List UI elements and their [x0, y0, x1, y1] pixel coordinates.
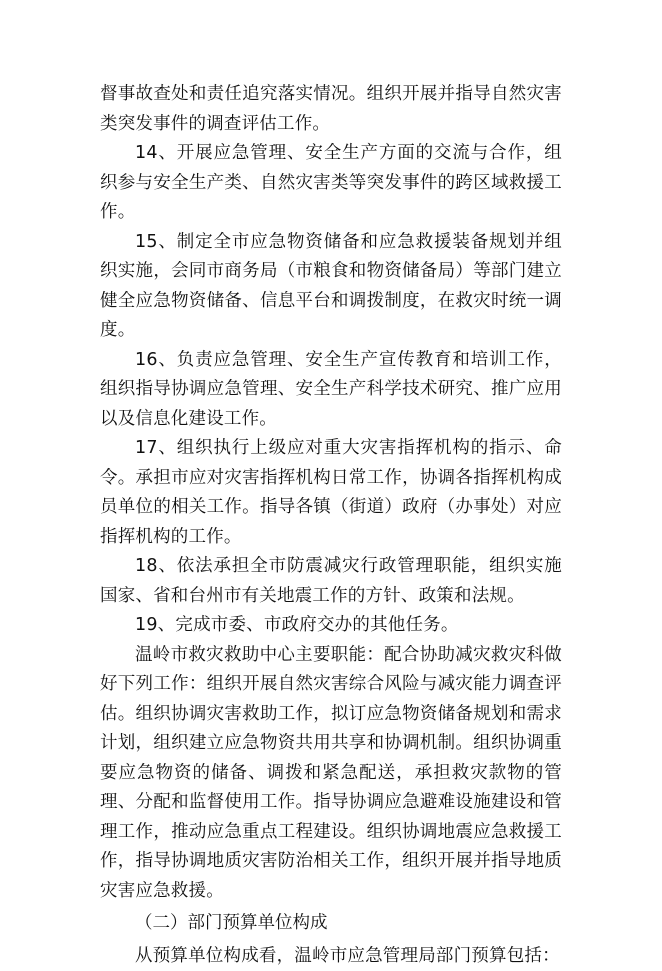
paragraph-budget-composition: 从预算单位构成看，温岭市应急管理局部门预算包括：	[100, 942, 562, 971]
section-heading: （二）部门预算单位构成	[100, 906, 562, 942]
paragraph-item-16: 16、负责应急管理、安全生产宣传教育和培训工作，组织指导协调应急管理、安全生产科学技术研究、推广应用以及信息化建设工作。	[100, 346, 562, 435]
paragraph-continuation: 督事故查处和责任追究落实情况。组织开展并指导自然灾害类突发事件的调查评估工作。	[100, 80, 562, 139]
paragraph-item-15: 15、制定全市应急物资储备和应急救援装备规划并组织实施，会同市商务局（市粮食和物资储备局）等部门建立健全应急物资储备、信息平台和调拨制度，在救灾时统一调度。	[100, 228, 562, 346]
paragraph-item-19: 19、完成市委、市政府交办的其他任务。	[100, 611, 562, 641]
document-body	[100, 80, 562, 971]
paragraph-item-18: 18、依法承担全市防震减灾行政管理职能，组织实施国家、省和台州市有关地震工作的方针、政策和法规。	[100, 552, 562, 611]
paragraph-item-17: 17、组织执行上级应对重大灾害指挥机构的指示、命令。承担市应对灾害指挥机构日常工作，协调各指挥机构成员单位的相关工作。指导各镇（街道）政府（办事处）对应指挥机构的工作。	[100, 434, 562, 552]
paragraph-relief-center-duties: 温岭市救灾救助中心主要职能：配合协助减灾救灾科做好下列工作：组织开展自然灾害综合风险与减灾能力调查评估。组织协调灾害救助工作，拟订应急物资储备规划和需求计划，组织建立应急物资共用共享和协调机制。组织协调重要应急物资的储备、调拨和紧急配送，承担救灾款物的管理、分配和监督使用工作。指导协调应急避难设施建设和管理工作，推动应急重点工程建设。组织协调地震应急救援工作，指导协调地质灾害防治相关工作，组织开展并指导地质灾害应急救援。	[100, 641, 562, 907]
paragraph-item-14: 14、开展应急管理、安全生产方面的交流与合作，组织参与安全生产类、自然灾害类等突发事件的跨区域救援工作。	[100, 139, 562, 228]
